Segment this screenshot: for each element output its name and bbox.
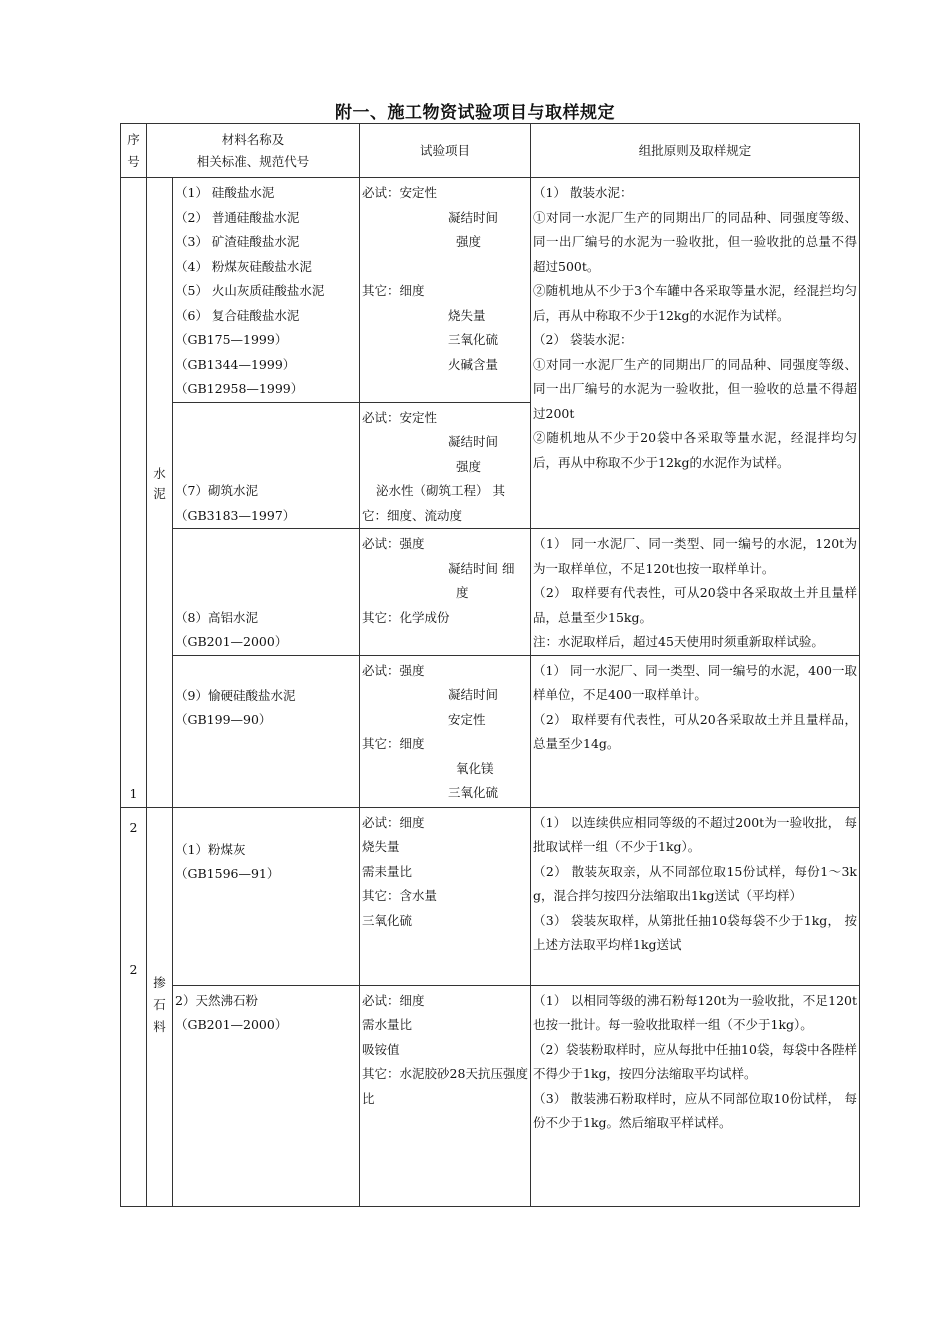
rule-paragraph: （2） 袋装水泥： [533, 332, 633, 347]
header-material [147, 124, 360, 178]
header-rules-text: 组批原则及取样规定 [638, 142, 752, 158]
rule-paragraph: ②随机地从不少于3个车罐中各采取等量水泥，经混拦均匀后，再从中称取不少于12kg的水泥作为试样。 [533, 283, 858, 323]
seq-number: 1 [129, 786, 138, 801]
seq-number: 2 [129, 962, 138, 977]
test-line: 其它：水泥胶砂28天抗压强度比 [362, 1066, 529, 1106]
material-line: （GB199—90） [175, 712, 272, 727]
rule-paragraph: （1） 以连续供应相同等级的不超过200t为一验收批， 每批取试样一组（不少于1kg）。 [533, 814, 858, 854]
test-line: 安定性 [448, 711, 486, 727]
seq-cell-cement [121, 178, 147, 808]
table-row [121, 178, 860, 403]
material-cell [173, 985, 360, 1206]
rule-paragraph: ②随机地从不少于20袋中各采取等量水泥，经混拌均匀后，再从中称取不少于12kg的水泥作为试样。 [533, 430, 858, 470]
material-line: （6） 复合硅酸盐水泥 [175, 307, 300, 323]
material-line: （GB1344—1999） [175, 356, 296, 372]
test-line: 其它：细度 [362, 736, 425, 751]
rule-paragraph: （2）袋装粉取样时，应从每批中任抽10袋，每袋中各陛样不得少于1kg，按四分法缩取平均试样。 [533, 1041, 858, 1081]
category-char: 石 [153, 996, 166, 1012]
rule-paragraph: 注：水泥取样后，超过45天使用时须重新取样试验。 [533, 634, 824, 649]
material-line: （1）粉煤灰 [175, 841, 246, 857]
category-char: 泥 [153, 486, 166, 501]
test-line: 烧失量 [448, 307, 486, 323]
header-material-line: 相关标准、规范代号 [196, 153, 310, 169]
test-line: 烧失量 [362, 839, 400, 854]
test-line: 三氧化硫 [448, 332, 499, 347]
material-cell [173, 807, 360, 985]
header-seq-char: 序 [127, 131, 140, 147]
test-line: 强度 [456, 458, 482, 474]
rule-paragraph: （2） 取样要有代表性，可从20袋中各采取故土并且量样品，总量至少15kg。 [533, 585, 858, 625]
test-line: 吸铵值 [362, 1041, 400, 1057]
table-row [121, 529, 860, 656]
tests-cell [360, 178, 531, 403]
test-line: 它：细度、流动度 [362, 507, 463, 523]
tests-cell [360, 655, 531, 807]
tests-cell [360, 529, 531, 656]
rule-paragraph: （1） 散装水泥： [533, 185, 633, 200]
header-seq-char: 号 [127, 153, 140, 169]
material-line: （GB175—1999） [175, 332, 288, 347]
sampling-table [120, 123, 860, 1207]
material-cell [173, 529, 360, 656]
table-row [121, 985, 860, 1206]
test-line: 强度 [456, 234, 482, 249]
tests-cell [360, 985, 531, 1206]
rules-cell [531, 529, 860, 656]
test-line: 必试：强度 [362, 662, 425, 678]
test-line [362, 255, 528, 280]
test-line: 凝结时间 [448, 209, 499, 225]
header-tests [360, 124, 531, 178]
seq-number: 2 [129, 819, 138, 835]
test-line: 必试：强度 [362, 536, 425, 551]
test-line: 必试：细度 [362, 814, 425, 830]
header-rules [531, 124, 860, 178]
rules-cell [531, 807, 860, 985]
tests-cell [360, 402, 531, 529]
material-line: （7）砌筑水泥 [175, 483, 258, 498]
test-line: 必试：安定性 [362, 185, 438, 200]
material-line: （GB201—2000） [175, 634, 288, 649]
material-line: （9）愉硬硅酸盐水泥 [175, 687, 296, 703]
material-line: （5） 火山灰质硅酸盐水泥 [175, 283, 325, 298]
material-line: （2） 普通硅酸盐水泥 [175, 209, 300, 225]
test-line: 需耒量比 [362, 863, 413, 879]
table-row [121, 655, 860, 807]
test-line: 必试：细度 [362, 992, 425, 1008]
test-line: 凝结时间 [448, 687, 499, 702]
rule-paragraph: （2） 散装灰取亲，从不同部位取15份试样，每份1～3kg，混合拌匀按四分法缩取出1kg送试（平均样） [533, 863, 858, 903]
table-row [121, 807, 860, 985]
test-line: 必试：安定性 [362, 409, 438, 425]
test-line: 火碱含量 [448, 356, 499, 372]
test-line: 泌水性（砌筑工程） 其 [376, 483, 505, 498]
rules-cell [531, 655, 860, 807]
rule-paragraph: （2） 取样要有代表性，可从20各采取故土并且量样品，总量至少14g。 [533, 711, 858, 751]
header-tests-text: 试验项目 [420, 142, 471, 158]
material-cell [173, 655, 360, 807]
rule-paragraph: （1） 同一水泥厂、同一类型、同一编号的水泥，120t为为一取样单位，不足120t也按一取样单计。 [533, 536, 858, 576]
test-line: 其它：化学成份 [362, 609, 450, 625]
header-material-line: 材料名称及 [221, 131, 285, 147]
material-line: 2）天然沸石粉 [175, 992, 258, 1008]
test-line: 凝结时间 细 [448, 560, 515, 576]
test-line: 凝结时间 [448, 434, 499, 449]
tests-cell [360, 807, 531, 985]
header-seq [121, 124, 147, 178]
material-line: （8）高铝水泥 [175, 609, 258, 625]
test-line: 需水量比 [362, 1017, 413, 1032]
rule-paragraph: （1） 以相同等级的沸石粉每120t为一验收批，不足120t也按一批计。每一验收批取样一组（不少于1kg）。 [533, 992, 858, 1032]
test-line: 氧化镁 [456, 760, 494, 776]
material-line: （1） 硅酸盐水泥 [175, 185, 275, 200]
category-char: 水 [153, 466, 166, 481]
category-char: 料 [153, 1018, 166, 1034]
rule-paragraph: ①对同一水泥厂生产的同期出厂的同品种、同强度等级、同一出厂编号的水泥为一验收批，但一验收的总量不得超过200t [533, 356, 858, 421]
material-line: （4） 粉煤灰硅酸盐水泥 [175, 258, 312, 274]
test-line: 三氧化硫 [362, 912, 413, 928]
material-line: （GB3183—1997） [175, 507, 296, 523]
rule-paragraph: ①对同一水泥厂生产的同期出厂的同品种、同强度等级、同一出厂编号的水泥为一验收批，但一验收批的总量不得超过500t。 [533, 209, 858, 274]
test-line: 其它：含水量 [362, 888, 438, 903]
material-line: （GB201—2000） [175, 1017, 288, 1032]
category-cell-admixture [147, 807, 173, 1206]
table-header-row [121, 124, 860, 178]
category-char: 掺 [153, 974, 166, 990]
category-cell-cement [147, 178, 173, 808]
rule-paragraph: （3） 散装沸石粉取样时，应从不同部位取10份试样， 每份不少于1kg。然后缩取平样试样。 [533, 1090, 858, 1130]
material-cell [173, 178, 360, 403]
rule-paragraph: （3） 袋装灰取样，从第批任抽10袋每袋不少于1kg， 按上述方法取平均样1kg送试 [533, 912, 858, 952]
material-line: （GB12958—1999） [175, 381, 304, 396]
rules-cell [531, 985, 860, 1206]
rule-paragraph: （1） 同一水泥厂、同一类型、同一编号的水泥，400一取样单位，不足400一取样单计。 [533, 662, 858, 702]
material-line: （3） 矿渣硅酸盐水泥 [175, 234, 300, 249]
test-line: 其它：细度 [362, 283, 425, 298]
material-cell [173, 402, 360, 529]
rules-cell [531, 178, 860, 529]
page-title: 附一、施工物资试验项目与取样规定 [335, 103, 615, 123]
test-line: 三氧化硫 [448, 785, 499, 800]
seq-cell-admixture [121, 807, 147, 1206]
test-line: 度 [456, 585, 469, 600]
material-line: （GB1596—91） [175, 866, 280, 881]
